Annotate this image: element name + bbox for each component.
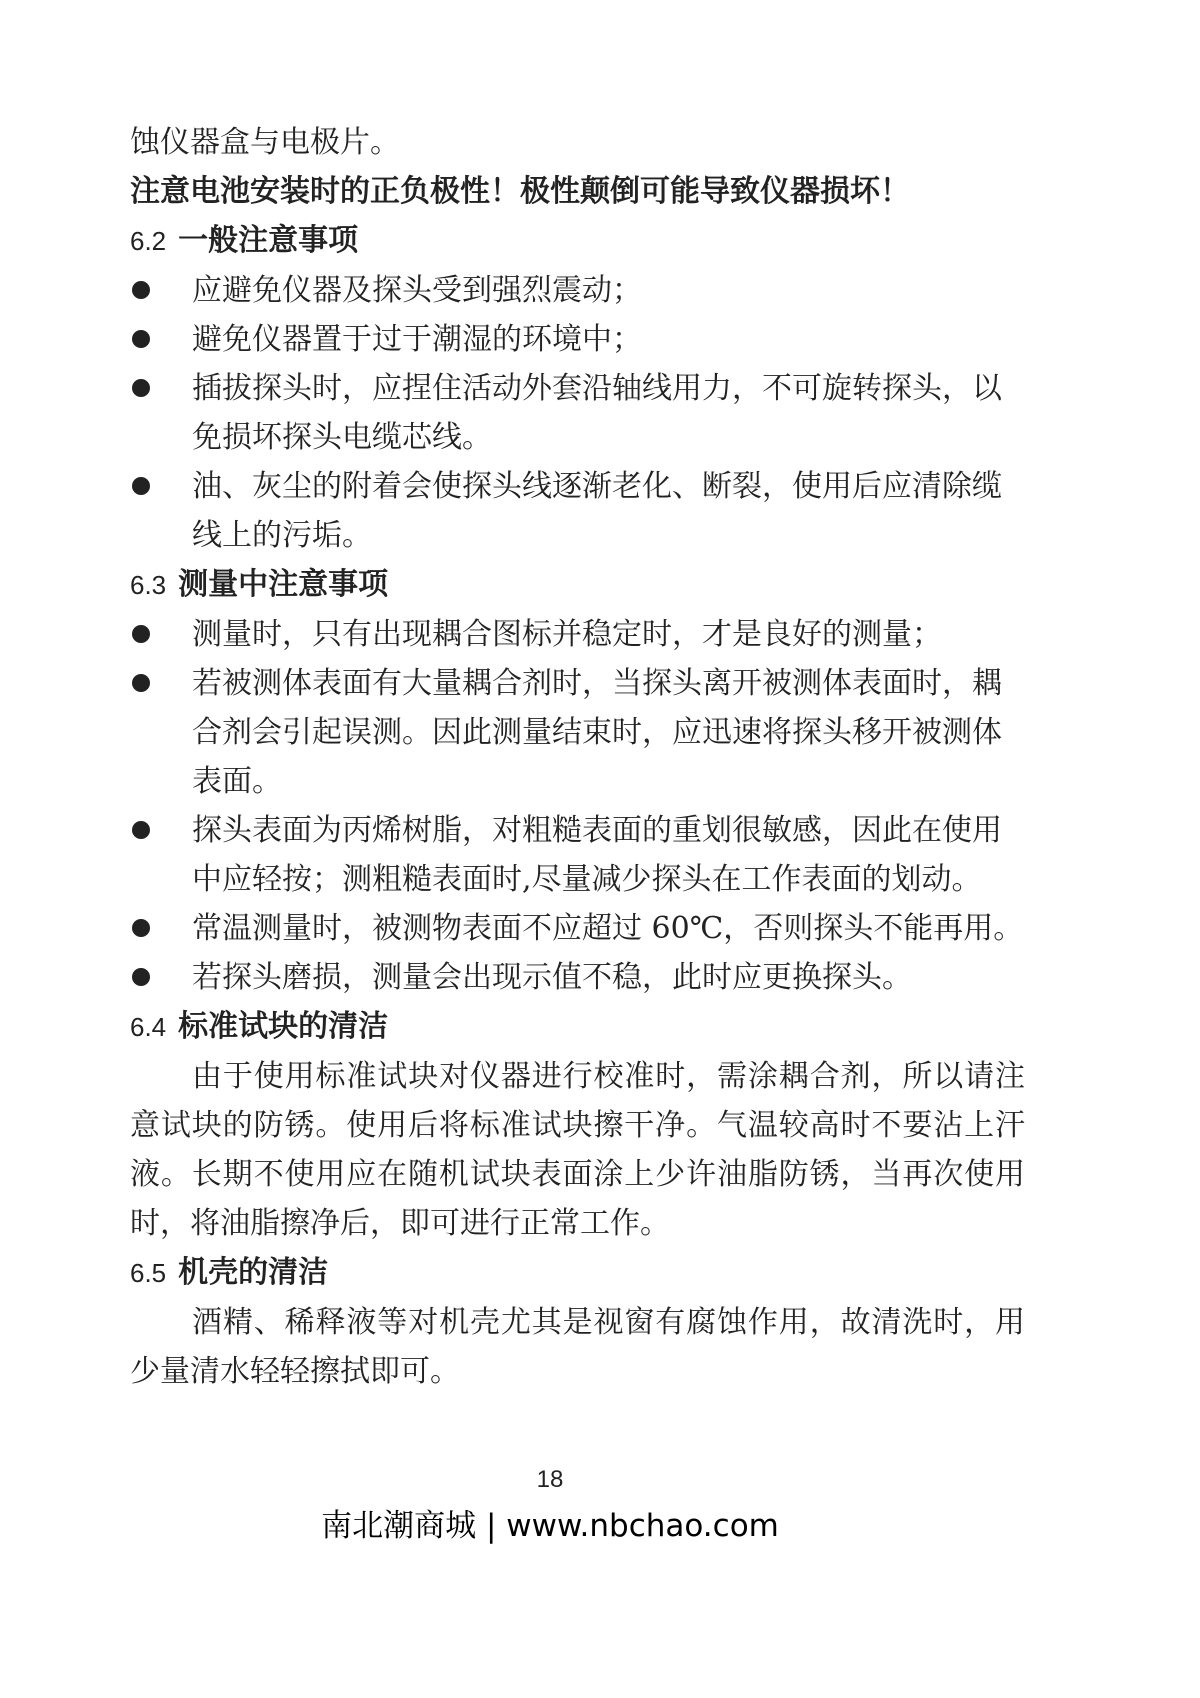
list-item: 常温测量时，被测物表面不应超过 60℃，否则探头不能再用。 [130, 904, 1025, 953]
bullet-icon [132, 919, 150, 937]
list-item: 测量时，只有出现耦合图标并稳定时，才是良好的测量； [130, 610, 1025, 659]
list-item: 应避免仪器及探头受到强烈震动； [130, 266, 1025, 315]
bullet-icon [132, 477, 150, 495]
section-number: 6.2 [130, 226, 167, 256]
section-paragraph: 酒精、稀释液等对机壳尤其是视窗有腐蚀作用，故清洗时，用少量清水轻轻擦拭即可。 [130, 1305, 1025, 1389]
section-heading [130, 216, 1025, 266]
list-item: 油、灰尘的附着会使探头线逐渐老化、断裂，使用后应清除缆线上的污垢。 [130, 462, 1025, 560]
list-item: 探头表面为丙烯树脂，对粗糙表面的重划很敏感，因此在使用中应轻按；测粗糙表面时,尽量减少探头在工作表面的划动。 [130, 806, 1025, 904]
bullet-icon [132, 968, 150, 986]
bullet-list [130, 266, 1025, 560]
section-paragraph: 由于使用标准试块对仪器进行校准时，需涂耦合剂，所以请注意试块的防锈。使用后将标准试块擦干净。气温较高时不要沾上汗液。长期不使用应在随机试块表面涂上少许油脂防锈，当再次使用时，将油脂擦净后，即可进行正常工作。 [130, 1059, 1025, 1241]
section-6-4 [130, 1002, 1025, 1248]
list-item: 插拔探头时，应捏住活动外套沿轴线用力，不可旋转探头，以免损坏探头电缆芯线。 [130, 364, 1025, 462]
section-6-5 [130, 1248, 1025, 1396]
bullet-list [130, 610, 1025, 1002]
bullet-icon [132, 625, 150, 643]
battery-warning: 注意电池安装时的正负极性！极性颠倒可能导致仪器损坏！ [130, 174, 910, 209]
section-6-2 [130, 216, 1025, 560]
footer-watermark: 南北潮商城 | www.nbchao.com [321, 1508, 779, 1544]
list-item: 避免仪器置于过于潮湿的环境中； [130, 315, 1025, 364]
document-page [130, 118, 1025, 1396]
section-heading [130, 1002, 1025, 1052]
section-title: 机壳的清洁 [178, 1255, 329, 1290]
section-number: 6.3 [130, 570, 167, 600]
bullet-icon [132, 821, 150, 839]
section-heading [130, 1248, 1025, 1298]
section-title: 标准试块的清洁 [178, 1009, 389, 1044]
section-title: 一般注意事项 [178, 223, 359, 258]
bullet-icon [132, 330, 150, 348]
page-number: 18 [536, 1466, 564, 1493]
section-number: 6.5 [130, 1258, 167, 1288]
section-number: 6.4 [130, 1012, 167, 1042]
bullet-icon [132, 674, 150, 692]
bullet-icon [132, 379, 150, 397]
bullet-icon [132, 281, 150, 299]
section-6-3 [130, 560, 1025, 1002]
section-heading [130, 560, 1025, 610]
list-item: 若被测体表面有大量耦合剂时，当探头离开被测体表面时，耦合剂会引起误测。因此测量结束时，应迅速将探头移开被测体表面。 [130, 659, 1025, 806]
list-item: 若探头磨损，测量会出现示值不稳，此时应更换探头。 [130, 953, 1025, 1002]
continuation-text: 蚀仪器盒与电极片。 [130, 125, 400, 160]
section-title: 测量中注意事项 [178, 567, 389, 602]
